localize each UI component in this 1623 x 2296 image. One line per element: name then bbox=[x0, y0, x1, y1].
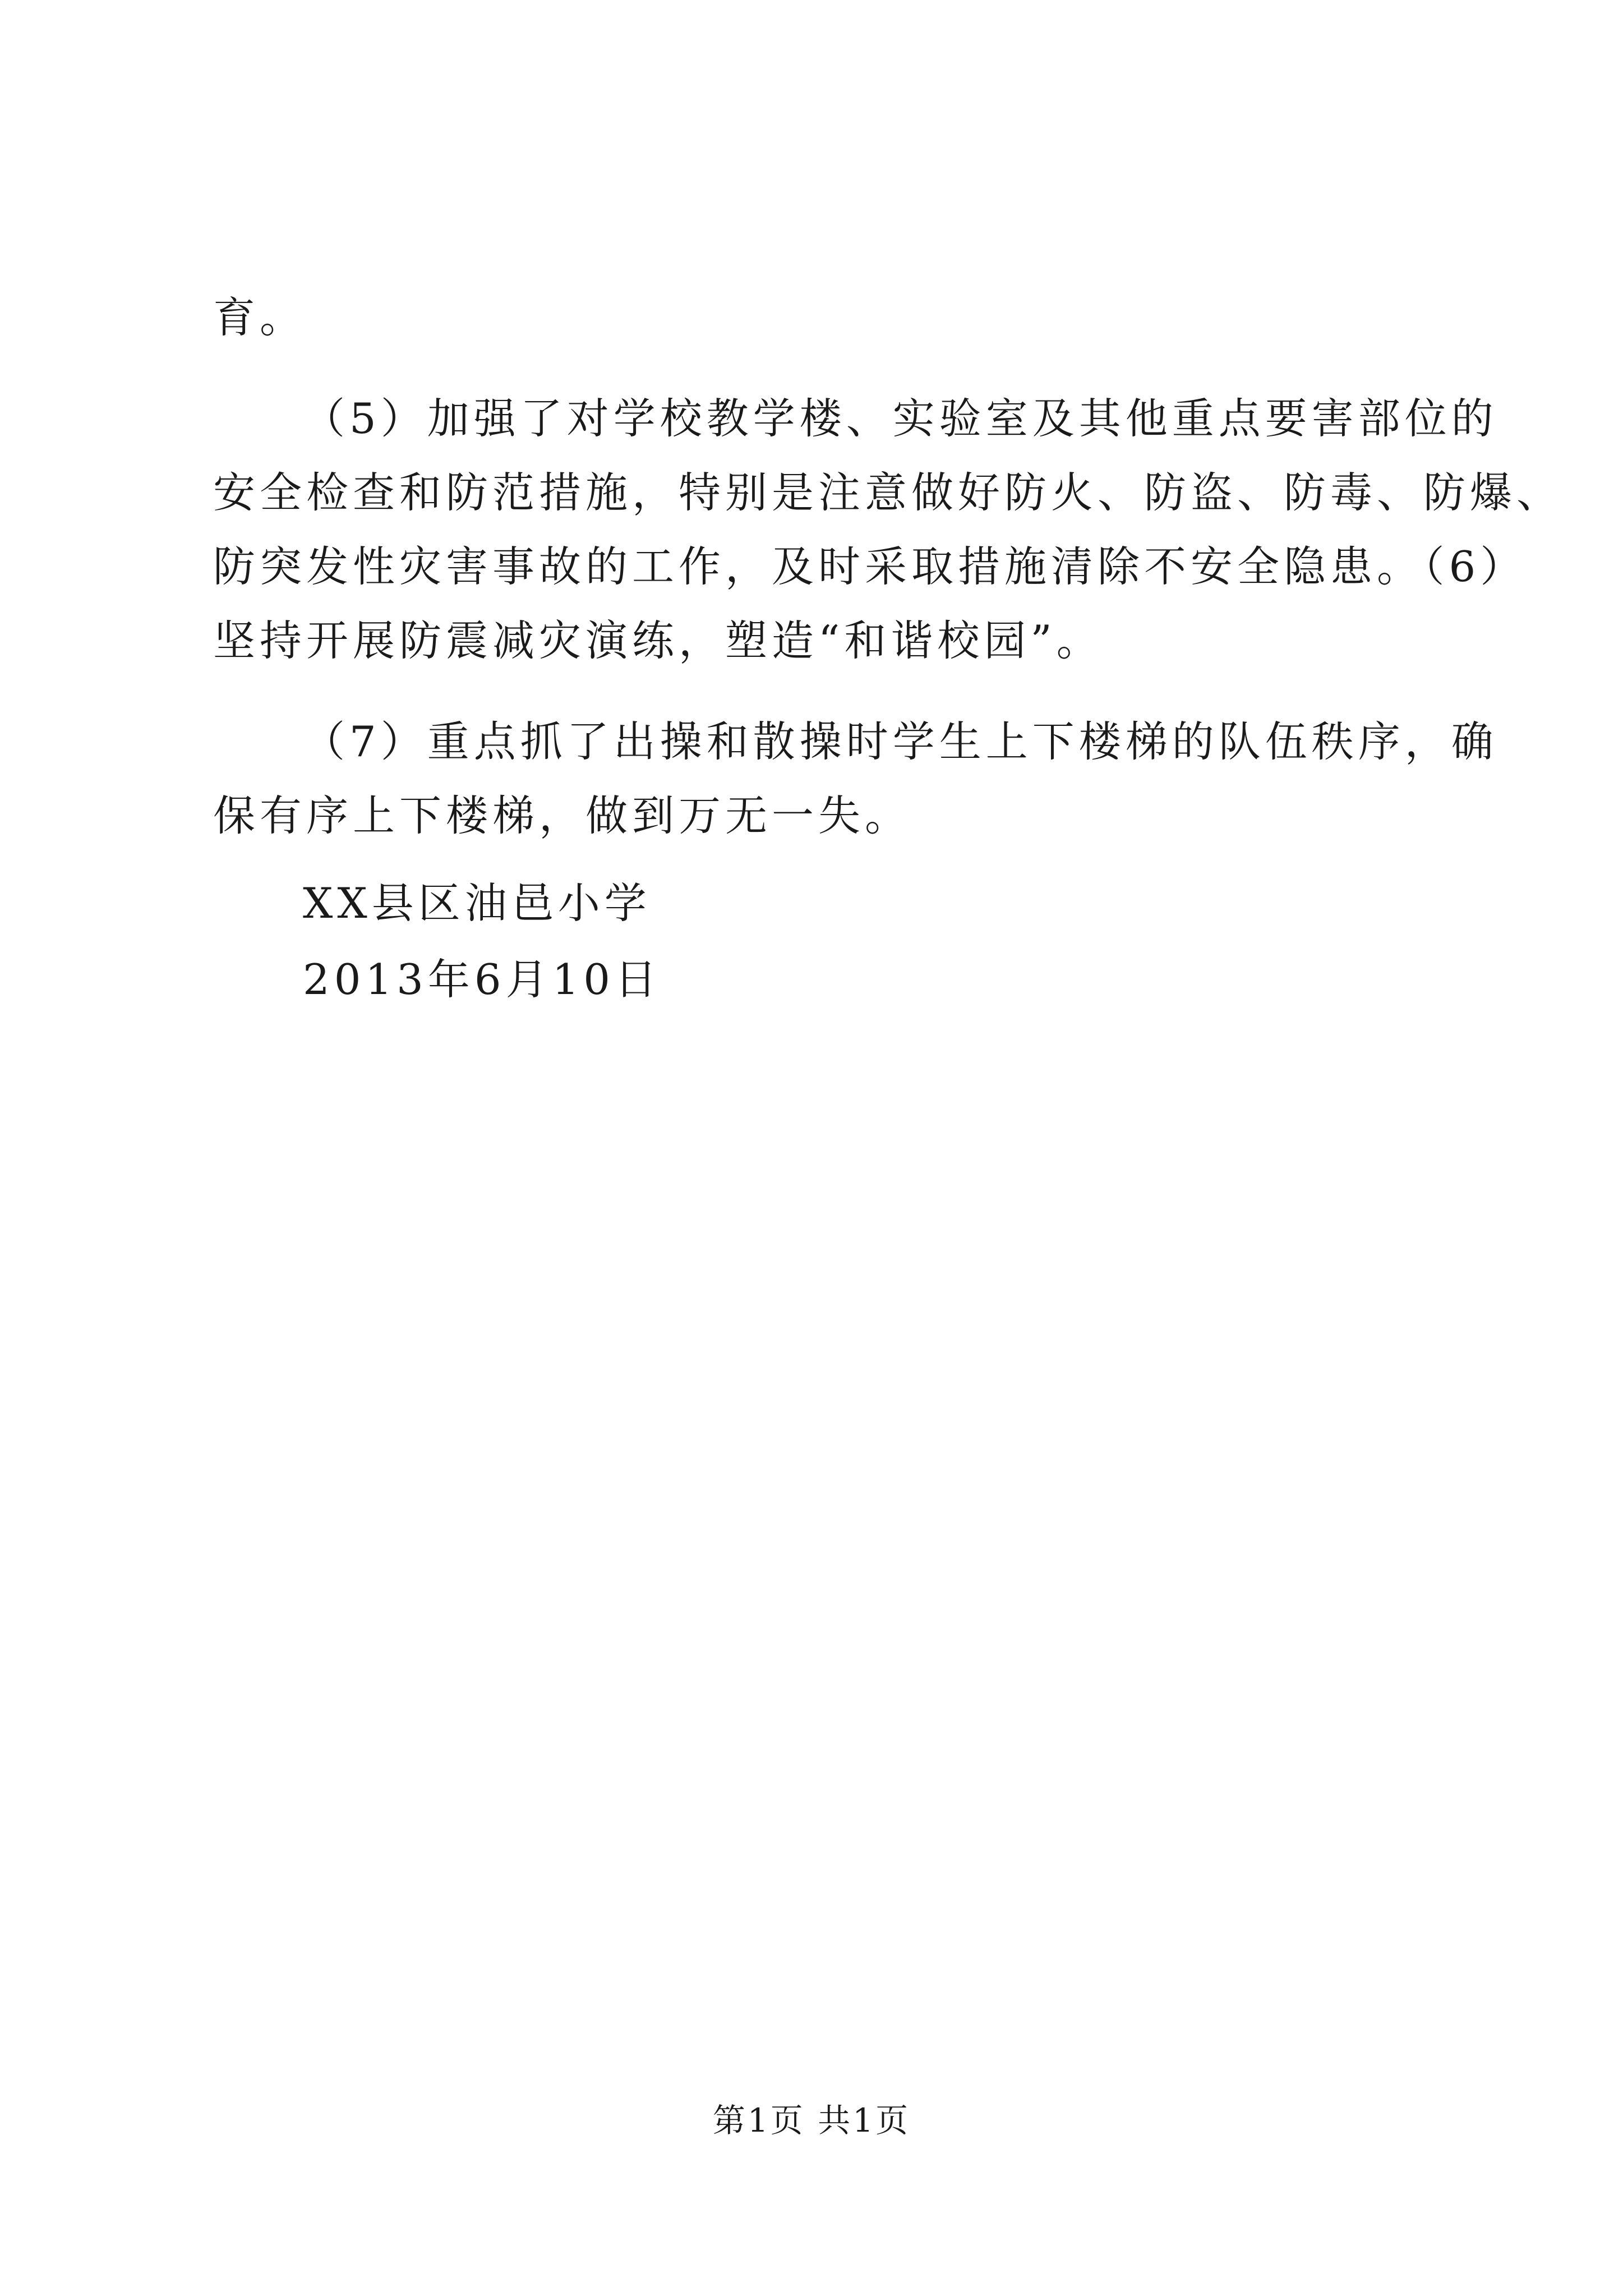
paragraph-line: 坚持开展防震减灾演练，塑造“和谐校园”。 bbox=[213, 616, 1103, 665]
signature-date: 2013年6月10日 bbox=[303, 955, 662, 1004]
paragraph-line: 安全检查和防范措施，特别是注意做好防火、防盗、防毒、防爆、 bbox=[213, 468, 1564, 517]
page-footer: 第1页 共1页 bbox=[712, 2101, 911, 2139]
paragraph-line: （5）加强了对学校教学楼、实验室及其他重点要害部位的 bbox=[303, 394, 1498, 443]
paragraph-line: （7）重点抓了出操和散操时学生上下楼梯的队伍秩序，确 bbox=[303, 717, 1498, 766]
paragraph-line: 防突发性灾害事故的工作，及时采取措施清除不安全隐患。（6） bbox=[213, 542, 1527, 591]
signature-organization: XX县区油邑小学 bbox=[303, 878, 651, 928]
paragraph-line: 育。 bbox=[213, 293, 307, 342]
paragraph-line: 保有序上下楼梯，做到万无一失。 bbox=[213, 791, 912, 840]
